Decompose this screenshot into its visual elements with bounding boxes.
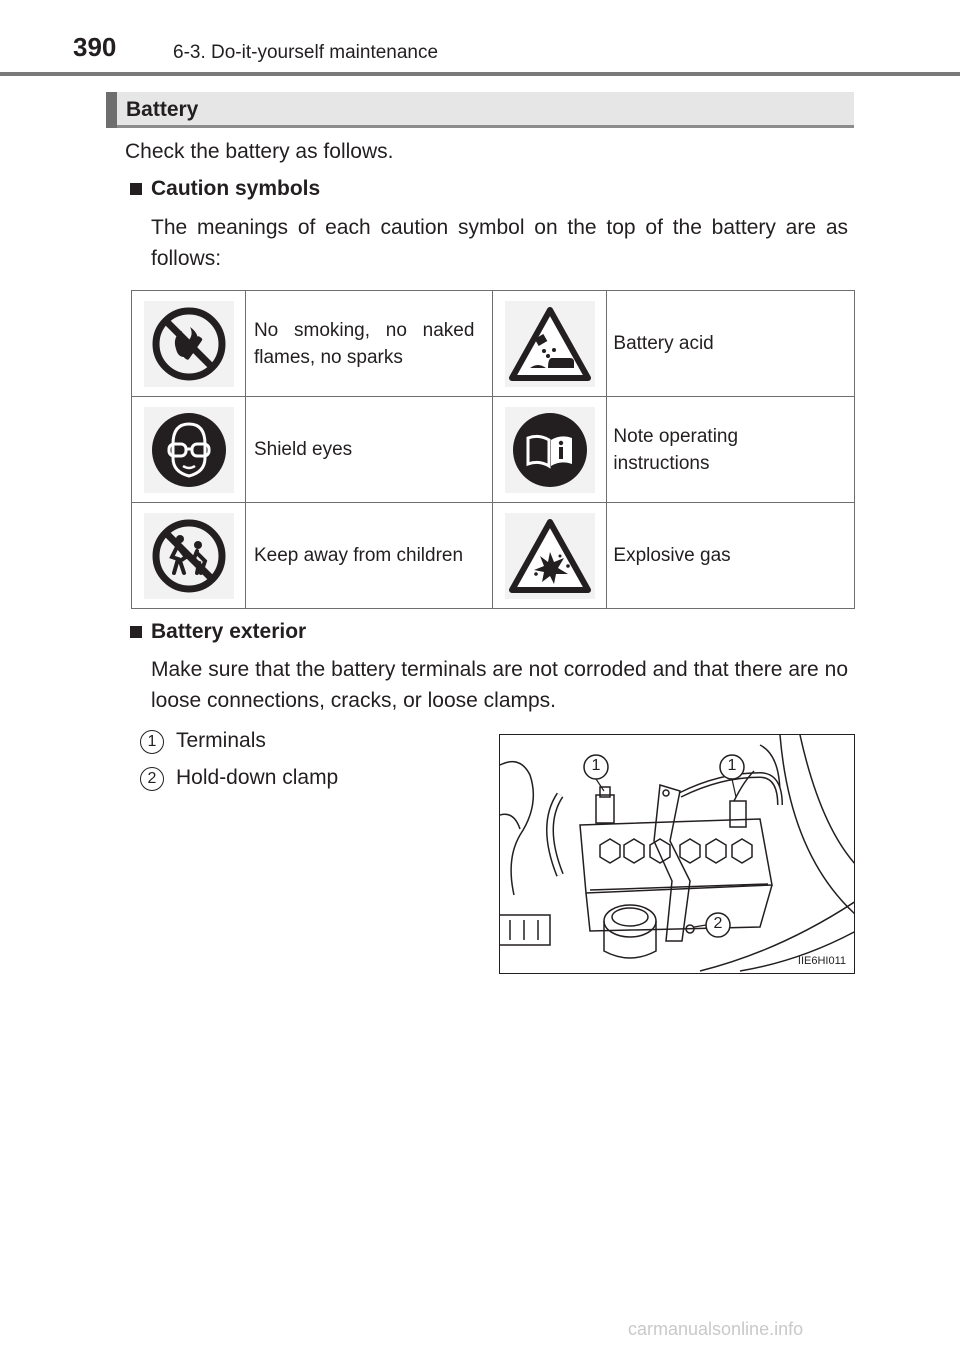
symbol-icon-cell: [493, 503, 607, 609]
heading-accent: [106, 92, 117, 128]
legend-number: 1: [140, 730, 164, 754]
symbol-label: Keep away from children: [245, 503, 493, 609]
operating-instructions-icon: [505, 407, 595, 493]
intro-text: Check the battery as follows.: [125, 140, 394, 163]
symbol-icon-cell: [493, 397, 607, 503]
shield-eyes-icon: [144, 407, 234, 493]
symbol-icon-cell: [132, 291, 246, 397]
page-number: 390: [73, 32, 117, 62]
legend-label: Terminals: [176, 729, 266, 752]
legend-label: Hold-down clamp: [176, 766, 339, 789]
page-header: [0, 0, 960, 78]
bullet-square-icon: [130, 183, 142, 195]
symbol-label: Battery acid: [607, 291, 855, 397]
watermark: carmanualsonline.info: [628, 1319, 804, 1339]
caution-symbols-text: The meanings of each caution symbol on the top of the battery are as follows:: [151, 216, 848, 270]
battery-exterior-heading: Battery exterior: [151, 620, 307, 643]
table-row: [132, 503, 855, 609]
figure-callout: 1: [591, 757, 601, 774]
table-row: [132, 397, 855, 503]
no-smoking-icon: [144, 301, 234, 387]
caution-symbols-heading: Caution symbols: [151, 177, 321, 200]
figure-callout: 1: [727, 757, 737, 774]
battery-illustration: [499, 734, 855, 974]
table-row: [132, 291, 855, 397]
symbol-label: Shield eyes: [245, 397, 493, 503]
battery-acid-icon: [505, 301, 595, 387]
symbol-label: Note operating instructions: [607, 397, 855, 503]
heading-title: Battery: [126, 98, 199, 121]
keep-away-children-icon: [144, 513, 234, 599]
bullet-square-icon: [130, 626, 142, 638]
section-title: 6-3. Do-it-yourself maintenance: [173, 42, 439, 63]
explosive-gas-icon: [505, 513, 595, 599]
legend-number: 2: [140, 767, 164, 791]
battery-drawing: [500, 735, 855, 974]
symbol-icon-cell: [132, 397, 246, 503]
symbol-icon-cell: [493, 291, 607, 397]
figure-callout: 2: [713, 915, 723, 932]
figure-code: IIE6HI011: [797, 955, 846, 967]
battery-exterior-text: Make sure that the battery terminals are not corroded and that there are no loose connections, cracks, or loose clamps.: [151, 658, 848, 712]
battery-heading: [106, 92, 854, 128]
symbol-label: No smoking, no naked flames, no sparks: [245, 291, 493, 397]
caution-symbols-table: [131, 290, 855, 609]
symbol-label: Explosive gas: [607, 503, 855, 609]
header-rule: [0, 72, 960, 76]
symbol-icon-cell: [132, 503, 246, 609]
